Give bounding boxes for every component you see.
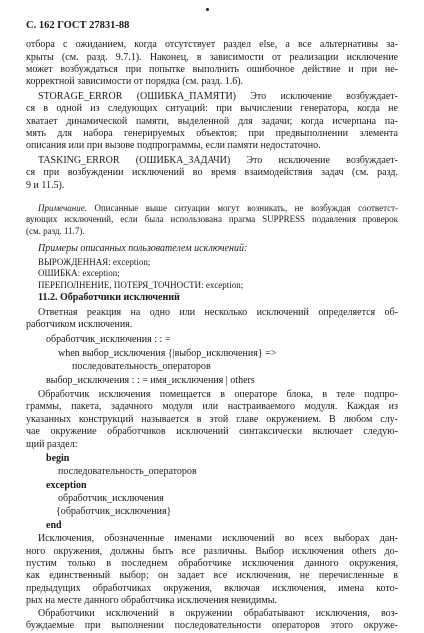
code-line: begin [46,452,70,464]
code-line: последовательность_операторов [58,466,197,478]
paragraph-line: корректной зависимости от порядка (см. разд. 1.6). [26,76,244,88]
paragraph-line: ся при возбуждении исключений во время взаимодействия задач (см. разд. [26,167,398,179]
paragraph-line: Обработчик исключения помещается в операторе блока, в теле подпро- [38,388,398,400]
paragraph-line: работчиком исключения. [26,319,133,331]
paragraph-line: буждаемые при выполнении последовательности операторов этого окруже- [26,620,398,631]
code-line: end [46,519,62,531]
code-line: exception [46,479,87,491]
example-line: ОШИБКА: exception; [38,268,120,279]
paragraph-line: мять для набора генерируемых объектов; при предвыполнении элемента [26,128,398,139]
note-text: Описанные выше ситуации могут возникать, не возбуждая соответст- [94,202,399,213]
paragraph-line: граммы, пакета, задачного модуля или настраиваемого модуля. Каждая из [26,401,398,413]
page-header: С. 162 ГОСТ 27831-88 [26,20,130,31]
note-line [38,203,398,214]
paragraph-line: щий раздел: [26,438,78,450]
paragraph-line: предыдущих обработчиках окружения, включая исключения, имена кото- [26,582,398,594]
syntax-line: последовательность_операторов [72,361,211,373]
paragraph-line: Обработчики исключений в окружении обрабатывают исключения, воз- [38,607,398,619]
paragraph-line: ного окружения, должны быть все различны. Выбор исключения others до- [26,545,398,557]
paragraph-line: чае окружение обработчиков исключений синтаксически включает следую- [26,426,398,438]
paragraph-line: пустим только в последнем обработчике исключения данного окружения, [26,557,398,569]
example-line: ПЕРЕПОЛНЕНИЕ, ПОТЕРЯ_ТОЧНОСТИ: exception; [38,279,244,290]
example-line: ВЫРОЖДЕННАЯ: exception; [38,257,151,267]
examples-title: Примеры описанных пользователем исключений: [38,242,248,254]
paragraph-line: ся в одной из следующих ситуаций: при вычислении генератора, когда не [26,103,398,115]
syntax-line: when выбор_исключения {|выбор_исключения} => [58,347,277,359]
code-line: {обработчик_исключения} [56,506,172,518]
note-label: Примечание. [38,202,87,213]
note-line: (см. разд. 11.7). [26,225,85,236]
paragraph-line: STORAGE_ERROR (ОШИБКА_ПАМЯТИ) Это исключение возбуждает- [38,90,398,102]
paragraph-line: Ответная реакция на одно или несколько исключений определяется об- [38,306,398,318]
paragraph-line: TASKING_ERROR (ОШИБКА_ЗАДАЧИ) Это исключение возбуждает- [38,154,398,166]
paragraph-line: описания или при вызове подпрограммы, если памяти недостаточно. [26,140,321,152]
section-title: 11.2. Обработчики исключений [38,292,180,304]
paragraph-line: рых на месте данного обработчика исключения невидимы. [26,595,277,607]
note-line: вующих исключений, если была использована прагма SUPPRESS подавления проверок [26,214,398,224]
syntax-line: выбор_исключения : : = имя_исключения | others [46,374,255,386]
code-line: обработчик_исключения [58,492,164,504]
paragraph-line: может возбуждаться при попытке выполнить ошибочное действие и при не- [26,64,398,75]
speck-mark [206,8,209,11]
syntax-line: обработчик_исключения : : = [46,334,171,346]
paragraph-line: 9 и 11.5). [26,179,65,191]
paragraph-line: хватает динамической памяти, выделенной для задачи; когда исчерпана па- [26,115,398,127]
paragraph-line: Исключения, обозначенные именами исключений во всех выборах дан- [38,533,398,545]
paragraph-line: крыты (см. разд. 9.7.1). Наконец, в зависимости от реализации исключение [26,51,398,63]
paragraph-line: указанных конструкций называется в этой главе окружением. В любом слу- [26,413,398,425]
paragraph-line: отбора с ожиданием, когда отсутствует раздел else, а все альтернативы за- [26,39,398,51]
paragraph-line: как единственный выбор; он задает все исключения, не перечисленные в [26,570,398,582]
